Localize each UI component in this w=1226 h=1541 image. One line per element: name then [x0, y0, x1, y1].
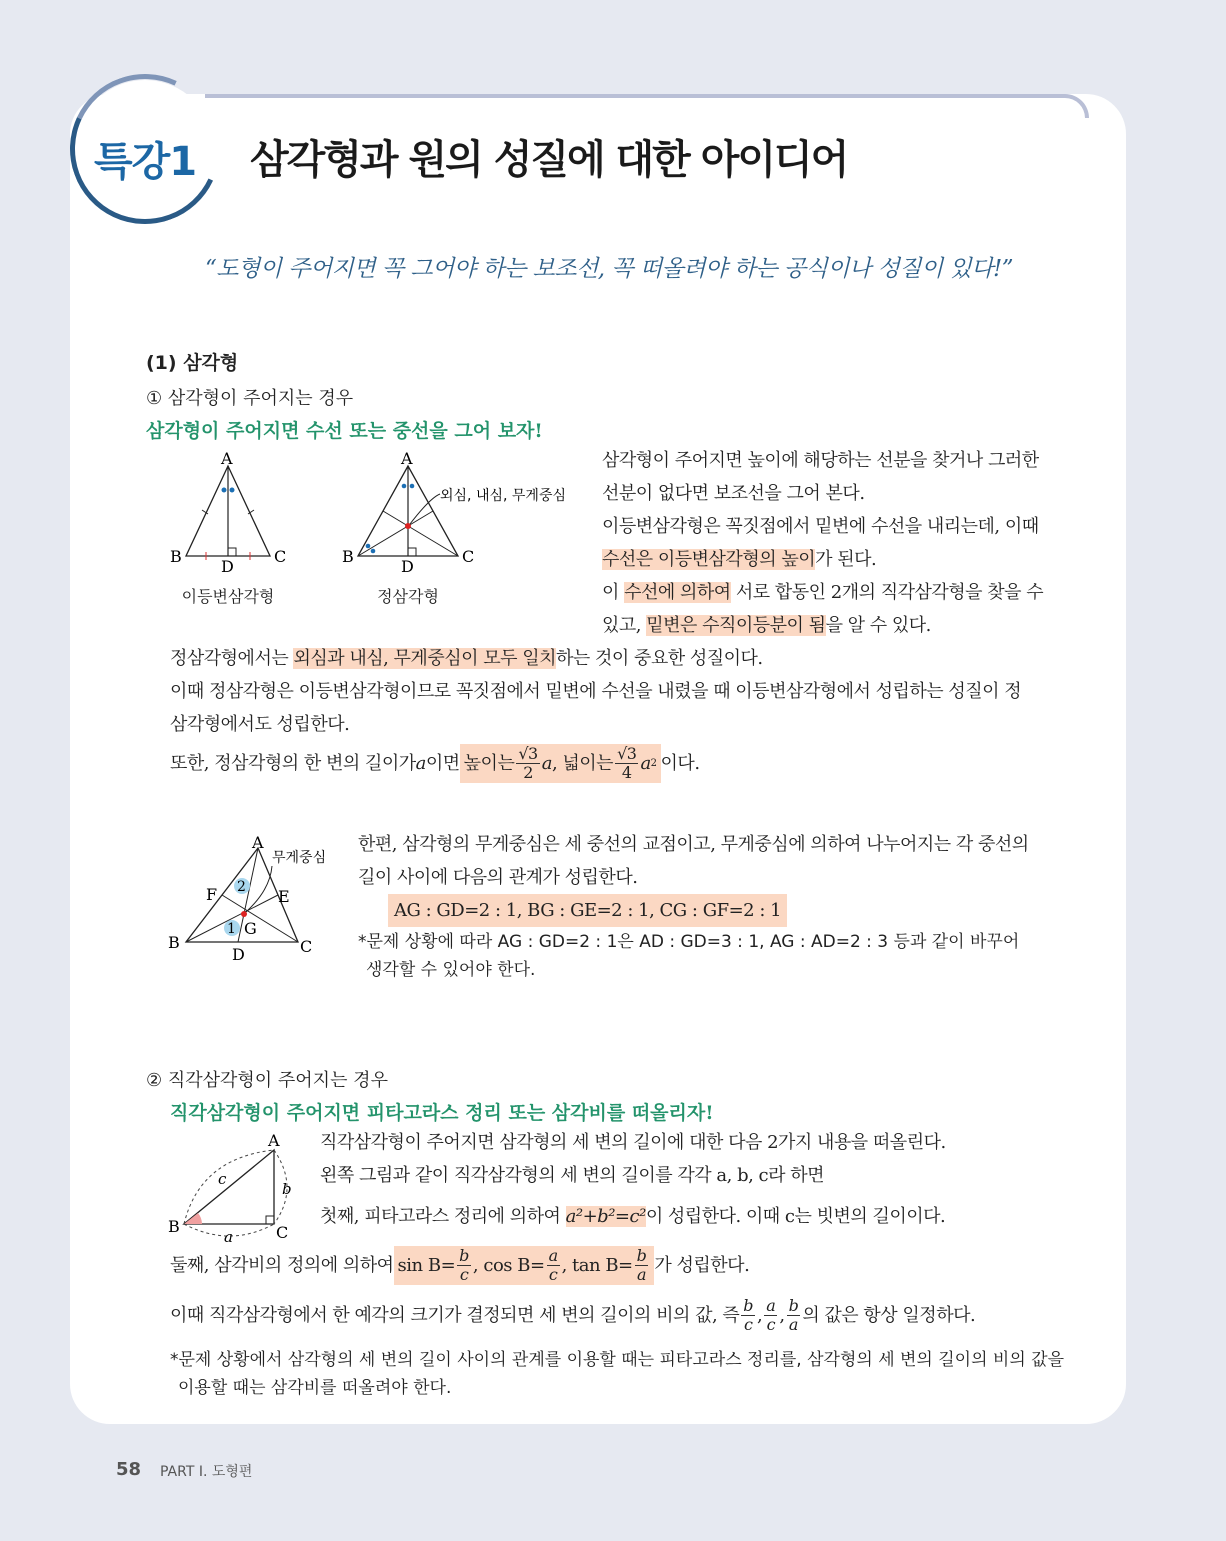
part-label: PART Ⅰ. 도형편	[160, 1464, 253, 1480]
pythagoras-line: 첫째, 피타고라스 정리에 의하여 a²+b²=c²이 성립한다. 이때 c는 빗변의 길이이다.	[320, 1206, 946, 1227]
c-vertex-a: A	[252, 833, 264, 852]
fig2-caption: 정삼각형	[377, 587, 439, 606]
centroid-paragraph: 한편, 삼각형의 무게중심은 세 중선의 교점이고, 무게중심에 의하여 나누어지는 각 중선의 길이 사이에 다음의 관계가 성립한다.	[358, 834, 1029, 888]
page-title: 삼각형과 원의 성질에 대한 아이디어	[250, 137, 848, 183]
case1-paragraph: 삼각형이 주어지면 높이에 해당하는 선분을 찾거나 그러한 선분이 없다면 보조선을 그어 본다. 이등변삼각형은 꼭짓점에서 밑변에 수선을 내리는데, 이때 수선은 이등변삼각형의 높이가 된다. 이 수선에 의하여 서로 합동인 2개의 직각삼각형을 찾을 수 있고, 밑변은 수직이등분이 됨을 알 수 있다.	[602, 450, 1044, 636]
section-heading: (1) 삼각형	[146, 352, 239, 374]
right-triangle-figure	[160, 1128, 310, 1248]
page-number: 58	[116, 1459, 142, 1480]
equilateral-paragraph: 정삼각형에서는 외심과 내심, 무게중심이 모두 일치하는 것이 중요한 성질이다. 이때 정삼각형은 이등변삼각형이므로 꼭짓점에서 밑변에 수선을 내렸을 때 이등변삼각형에서 성립하는 성질이 정 삼각형에서도 성립한다.	[170, 648, 1022, 735]
isosceles-triangle-figure	[160, 448, 310, 578]
r-vertex-a: A	[268, 1131, 280, 1150]
vertex-c-label-2: C	[462, 547, 475, 566]
case1-tip: 삼각형이 주어지면 수선 또는 중선을 그어 보자!	[146, 420, 543, 442]
vertex-c-label: C	[274, 547, 287, 566]
trig-line: 둘째, 삼각비의 정의에 의하여 sin B= $\frac{b}{c}$ , cos B= $\frac{a}{c}$ , tan B= $\frac{b}{a}$ 가 성립한다.	[170, 1246, 750, 1284]
vertex-b-label-2: B	[342, 547, 354, 566]
side-a-label: a	[224, 1228, 233, 1246]
vertex-a-label: A	[221, 449, 233, 468]
case2-note: *문제 상황에서 삼각형의 세 변의 길이 사이의 관계를 이용할 때는 피타고라스 정리를, 삼각형의 세 변의 길이의 비의 값을 이용할 때는 삼각비를 떠올려야 한다.	[170, 1350, 1065, 1398]
c-vertex-d: D	[232, 945, 245, 964]
ratio-1-label: 1	[227, 921, 236, 937]
ratio-line: 이때 직각삼각형에서 한 예각의 크기가 결정되면 세 변의 길이의 비의 값, 즉 $\frac{b}{c}$ , $\frac{a}{c}$ , $\frac{b}{a}$ 의 값은 항상 일정하다.	[170, 1296, 976, 1334]
r-vertex-b: B	[168, 1217, 180, 1236]
height-area-highlight: 높이는 $\frac{√3}{2}$ a , 넓이는 $\frac{√3}{4}$ a 2	[460, 744, 661, 783]
lecture-badge: 특강1	[94, 139, 197, 185]
c-vertex-e: E	[278, 887, 290, 906]
centroid-figure	[160, 830, 340, 970]
case2-tip: 직각삼각형이 주어지면 피타고라스 정리 또는 삼각비를 떠올리자!	[170, 1102, 714, 1124]
ratio-2-label: 2	[237, 879, 246, 895]
c-vertex-g: G	[244, 919, 257, 938]
vertex-d-label-2: D	[401, 557, 414, 576]
equilateral-formula-line: 또한, 정삼각형의 한 변의 길이가 a 이면 높이는 $\frac{√3}{2}$ a , 넓이는 $\frac{√3}{4}$ a 2 이다.	[170, 744, 700, 782]
case1-title: ① 삼각형이 주어지는 경우	[146, 388, 354, 409]
vertex-b-label: B	[170, 547, 182, 566]
vertex-d-label: D	[221, 557, 234, 576]
vertex-a-label-2: A	[401, 449, 413, 468]
centroid-relation: AG : GD=2 : 1, BG : GE=2 : 1, CG : GF=2 : 1	[388, 894, 787, 927]
c-vertex-c: C	[300, 937, 313, 956]
centroid-label: 무게중심	[272, 850, 327, 866]
equilateral-triangle-figure	[340, 448, 580, 578]
c-vertex-f: F	[206, 885, 218, 904]
card-top-border	[205, 94, 1089, 118]
fig1-caption: 이등변삼각형	[181, 587, 275, 606]
centroid-note: *문제 상황에 따라 AG : GD=2 : 1은 AD : GD=3 : 1, AG : AD=2 : 3 등과 같이 바꾸어 생각할 수 있어야 한다.	[358, 932, 1020, 980]
c-vertex-b: B	[168, 933, 180, 952]
trig-highlight: sin B= $\frac{b}{c}$ , cos B= $\frac{a}{c}$ , tan B= $\frac{b}{a}$	[394, 1246, 655, 1285]
r-vertex-c: C	[276, 1223, 289, 1242]
side-c-label: c	[218, 1170, 227, 1188]
quote: “도형이 주어지면 꼭 그어야 하는 보조선, 꼭 떠올려야 하는 공식이나 성질이 있다!”	[205, 256, 1013, 282]
case2-title: ② 직각삼각형이 주어지는 경우	[146, 1070, 388, 1091]
case2-paragraph: 직각삼각형이 주어지면 삼각형의 세 변의 길이에 대한 다음 2가지 내용을 떠올린다. 왼쪽 그림과 같이 직각삼각형의 세 변의 길이를 각각 a, b, c라 하면	[320, 1132, 946, 1186]
side-b-label: b	[282, 1180, 292, 1198]
fig2-center-label: 외심, 내심, 무게중심	[440, 488, 566, 504]
